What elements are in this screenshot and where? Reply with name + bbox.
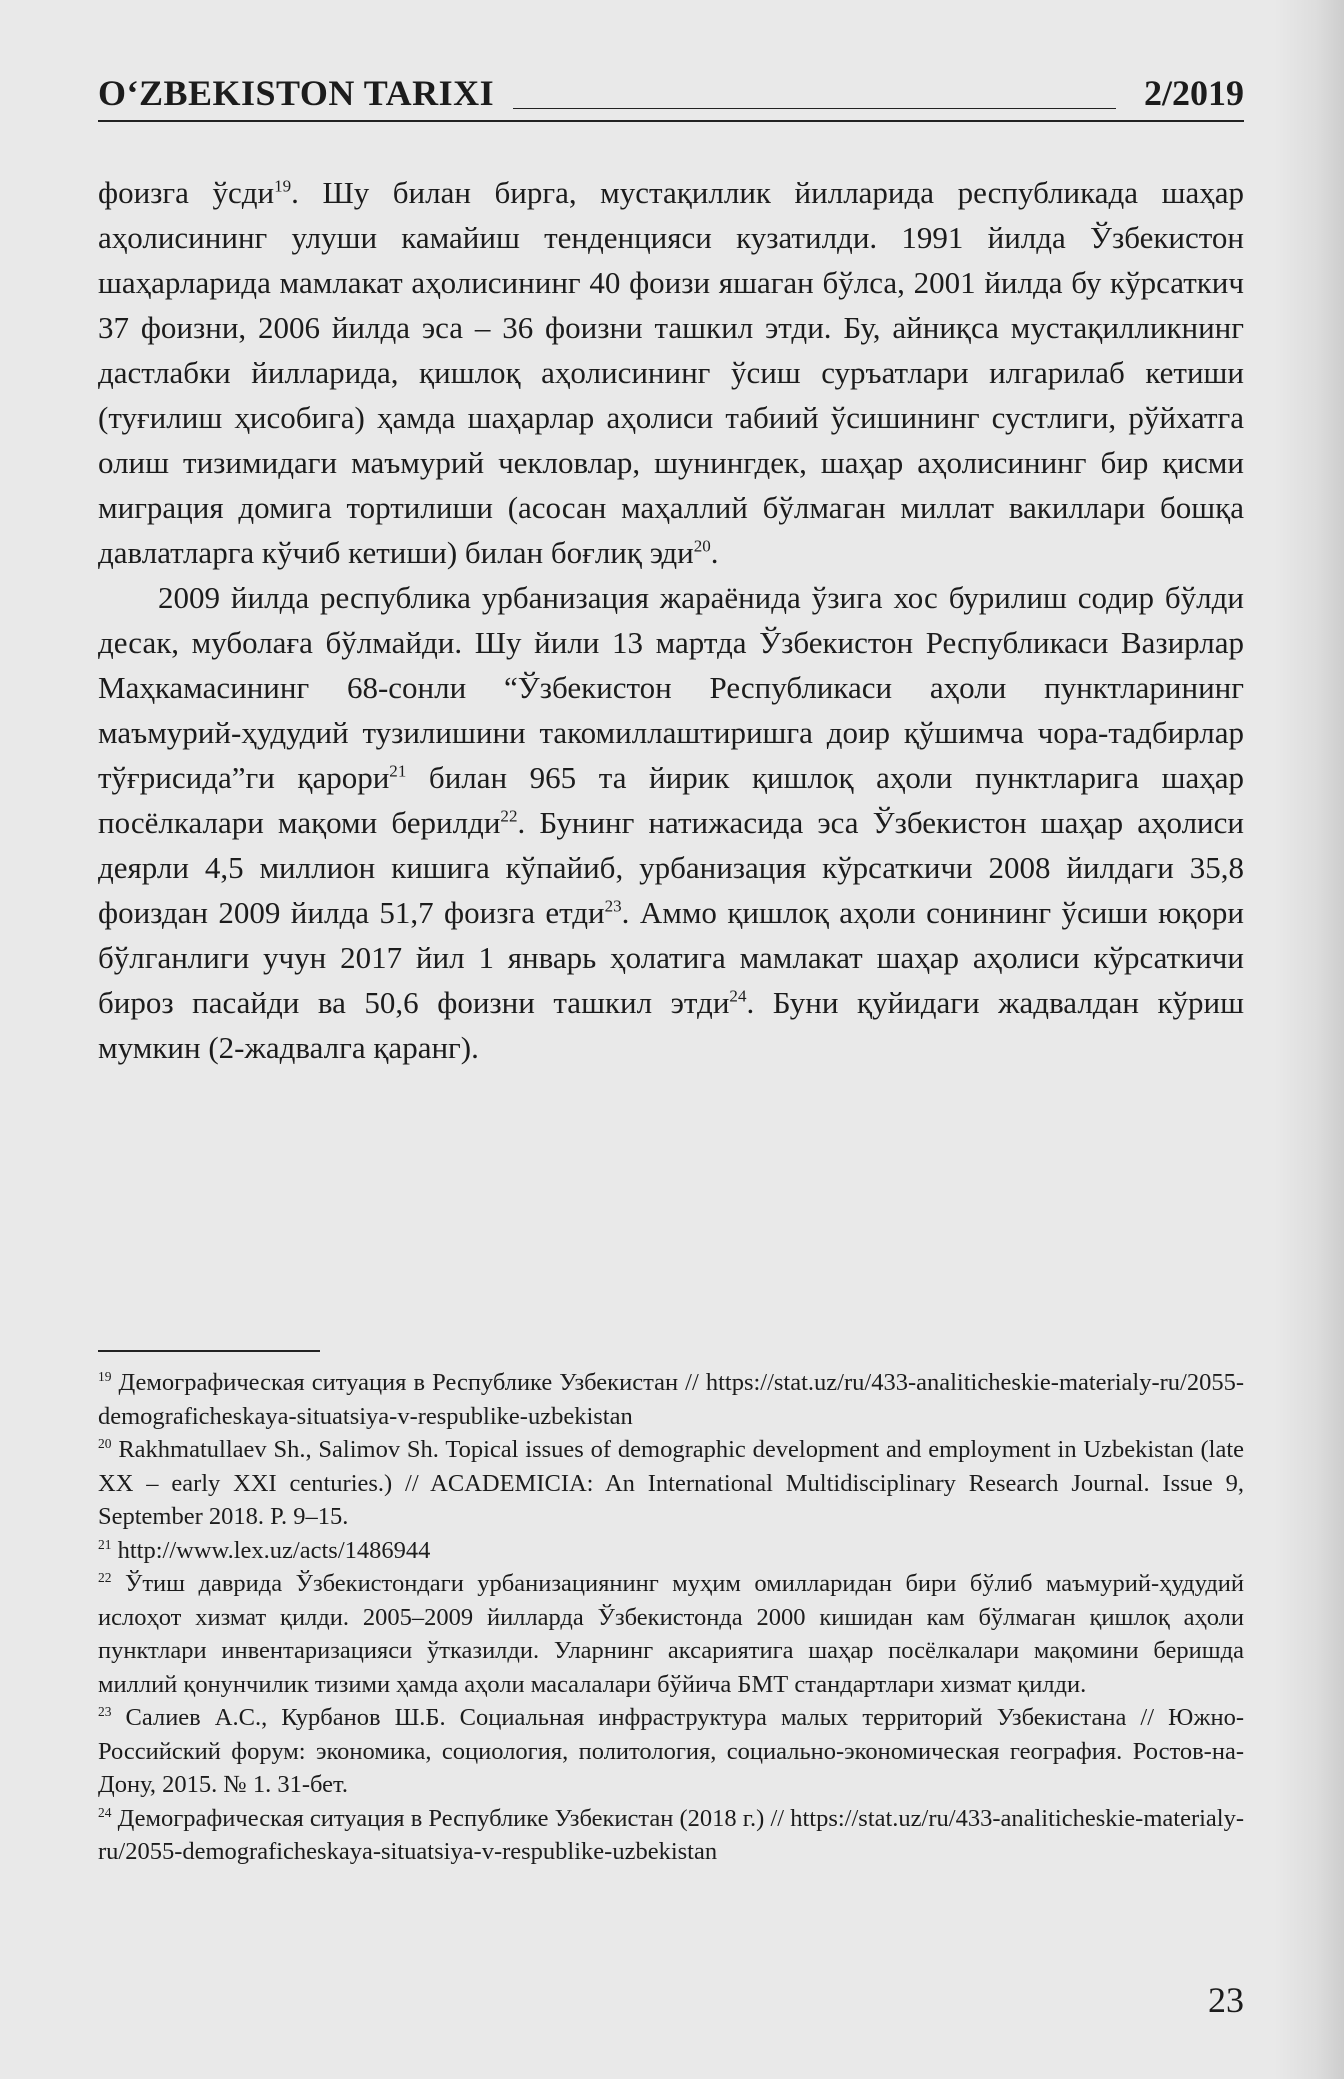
footnote [98,1802,1244,1869]
footnote-ref-24: 24 [729,986,747,1006]
running-header [98,70,1244,122]
footnote [98,1366,1244,1433]
footnote-number: 22 [98,1569,112,1585]
journal-title: O‘ZBEKISTON TARIXI [98,73,495,113]
footnote-text: Демографическая ситуация в Республике Узбекистан (2018 г.) // https://stat.uz/ru/433-analiticheskie-materialy-ru/2055-demograficheskaya-situatsiya-v-respublike-uzbekistan [98,1804,1245,1865]
footnote-text: Демографическая ситуация в Республике Узбекистан // https://stat.uz/ru/433-analiticheskie-materialy-ru/2055-demograficheskaya-situatsiya-v-respublike-uzbekistan [98,1369,1244,1430]
paragraph-1-text-c: . [710,535,719,570]
paragraph-1 [98,170,1244,575]
footnote-ref-19: 19 [274,176,292,196]
footnote-number: 24 [98,1804,112,1820]
issue-number: 2/2019 [1143,73,1244,113]
header-rule [513,108,1116,109]
footnotes [98,1366,1244,1869]
paragraph-1-text-b: . Шу билан бирга, мустақиллик йилларида республикада шаҳар аҳолисининг улуши камайиш тенденцияси кузатилди. 1991 йилда Ўзбекистон шаҳарларида мамлакат аҳолисининг 40 фоизи яшаган бўлса, 2001 йилда бу кўрсаткич 37 фоизни, 2006 йилда эса – 36 фоизни ташкил этди. Бу, айниқса мустақилликнинг дастлабки йилларида, қишлоқ аҳолисининг ўсиш суръатлари илгарилаб кетиши (туғилиш ҳисобига) ҳамда шаҳарлар аҳолиси табиий ўсишининг сустлиги, рўйхатга олиш тизимидаги маъмурий чекловлар, шунингдек, шаҳар аҳолисининг бир қисми миграция домига тортилиши (асосан маҳаллий бўлмаган миллат вакиллари бошқа давлатларга кўчиб кетиши) билан боғлиқ эди [98,175,1244,570]
footnote-text: Ўтиш даврида Ўзбекистондаги урбанизациянинг муҳим омилларидан бири бўлиб маъмурий-ҳудудий ислоҳот хизмат қилди. 2005–2009 йилларда Ўзбекистонда 2000 кишидан кам бўлмаган қишлоқ аҳоли пунктлари инвентаризацияси ўтказилди. Уларнинг аксариятига шаҳар посёлкалари мақомини беришда миллий қонунчилик тизими ҳамда аҳоли масалалари бўйича БМТ стандартлари хизмат қилди. [98,1570,1245,1698]
footnote-text: http://www.lex.uz/acts/1486944 [117,1536,431,1564]
footnote-ref-22: 22 [500,806,518,826]
footnote-ref-20: 20 [693,536,711,556]
paragraph-2-text-e: . Буни қуйидаги жадвалдан кўриш мумкин (2-жадвалга қаранг). [98,985,1244,1065]
footnote-text: Rakhmatullaev Sh., Salimov Sh. Topical issues of demographic development and employment in Uzbekistan (late XX – early XXI centuries.) // ACADEMICIA: An International Multidisciplinary Research Journal. Issue 9, September 2018. P. 9–15. [98,1436,1245,1530]
paragraph-1-text-a: фоизга ўсди [98,175,275,210]
footnote-number: 19 [98,1368,112,1384]
footnote-text: Салиев А.С., Курбанов Ш.Б. Социальная инфраструктура малых территорий Узбекистана // Южно-Российский форум: экономика, социология, политология, социально-экономическая география. Ростов-на-Дону, 2015. № 1. 31-бет. [98,1704,1244,1798]
footnote [98,1701,1244,1802]
footnote-number: 20 [98,1435,112,1451]
paragraph-2 [98,575,1244,1070]
footnote-ref-21: 21 [389,761,407,781]
paragraph-2-text-a: 2009 йилда республика урбанизация жараёнида ўзига хос бурилиш содир бўлди десак, муболаға бўлмайди. Шу йили 13 мартда Ўзбекистон Республикаси Вазирлар Маҳкамасининг 68-сонли “Ўзбекистон Республикаси аҳоли пунктларининг маъмурий-ҳудудий тузилишини такомиллаштиришга доир қўшимча чора-тадбирлар тўғрисида”ги қарори [98,580,1244,795]
paragraph-2-text-b: билан 965 та йирик қишлоқ аҳоли пунктларига шаҳар посёлкалари мақоми берилди [98,760,1244,840]
page-number: 23 [1208,1980,1244,2020]
footnote [98,1433,1244,1534]
footnote-separator [98,1350,320,1352]
spine-shadow [1274,0,1344,2079]
footnote-number: 23 [98,1703,112,1719]
article-body [98,170,1244,1070]
paragraph-2-text-c: . Бунинг натижасида эса Ўзбекистон шаҳар аҳолиси деярли 4,5 миллион кишига кўпайиб, урбанизация кўрсаткичи 2008 йилдаги 35,8 фоиздан 2009 йилда 51,7 фоизга етди [98,805,1244,930]
footnote-ref-23: 23 [604,896,622,916]
footnote-number: 21 [98,1536,112,1552]
footnote [98,1567,1244,1701]
footnote [98,1534,1244,1568]
paragraph-2-text-d: . Аммо қишлоқ аҳоли сонининг ўсиши юқори бўлганлиги учун 2017 йил 1 январь ҳолатига мамлакат шаҳар аҳолиси кўрсаткичи бироз пасайди ва 50,6 фоизни ташкил этди [98,895,1244,1020]
